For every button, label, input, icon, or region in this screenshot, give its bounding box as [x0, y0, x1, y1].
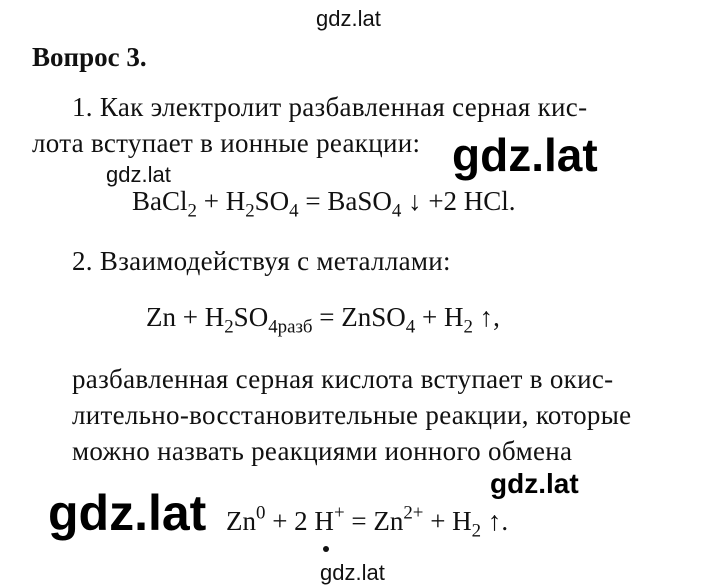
eq2-sub-raz: 4разб	[268, 316, 313, 338]
eq1-so: SO	[254, 186, 290, 216]
equation-3	[226, 502, 509, 542]
eq1-sub-2b: 2	[245, 200, 255, 222]
dot-mark	[323, 546, 329, 552]
eq3-sup-0: 0	[256, 502, 266, 524]
item2-line1: 2. Взаимодействуя с металлами:	[72, 246, 451, 276]
eq3-mid: = Zn	[344, 506, 404, 536]
eq3-zn: Zn	[226, 506, 256, 536]
eq3-sup-plus: +	[333, 502, 345, 524]
eq3-sub-2: 2	[471, 520, 482, 542]
para-line2: лительно-восстановительные реакции, которые	[72, 400, 632, 430]
watermark-bottom-right-big: gdz.lat	[490, 468, 579, 499]
eq2-plus: + H	[415, 302, 464, 332]
para-line1: разбавленная серная кислота вступает в окис-	[72, 364, 614, 394]
eq3-sup-2plus: 2+	[403, 502, 424, 524]
watermark-top: gdz.lat	[316, 6, 381, 31]
watermark-bottom: gdz.lat	[320, 560, 385, 585]
watermark-bottom-left-big: gdz.lat	[48, 485, 207, 541]
eq2-lhs: Zn + H	[146, 302, 225, 332]
equation-1	[132, 186, 516, 222]
eq2-sub-2a: 2	[224, 316, 234, 338]
eq2-sub-2b: 2	[463, 316, 473, 338]
eq1-tail: ↓ +2 HCl.	[401, 186, 516, 216]
watermark-mid-big: gdz.lat	[452, 129, 598, 181]
equation-2	[146, 302, 500, 338]
page-heading: Вопрос 3.	[32, 42, 147, 72]
eq3-plus2: + H	[423, 506, 472, 536]
eq1-sub-4b: 4	[391, 200, 402, 222]
item1-line1: 1. Как электролит разбавленная серная кис-	[72, 92, 588, 122]
eq2-sub-4: 4	[405, 316, 416, 338]
eq1-sub-4a: 4	[289, 200, 299, 222]
eq3-tail: ↑.	[481, 506, 509, 536]
eq1-mid: = BaSO	[298, 186, 392, 216]
watermark-mid-small: gdz.lat	[106, 162, 171, 187]
item1-line2: лота вступает в ионные реакции:	[32, 128, 421, 158]
para-line3: можно назвать реакциями ионного обмена	[72, 436, 573, 466]
eq2-tail: ↑,	[472, 302, 500, 332]
eq2-so: SO	[233, 302, 269, 332]
eq1-bacl: BaCl	[132, 186, 188, 216]
eq3-plus: + 2 H	[265, 506, 334, 536]
eq2-mid: = ZnSO	[312, 302, 406, 332]
eq1-plus: + H	[196, 186, 246, 216]
eq1-sub-2a: 2	[187, 200, 197, 222]
